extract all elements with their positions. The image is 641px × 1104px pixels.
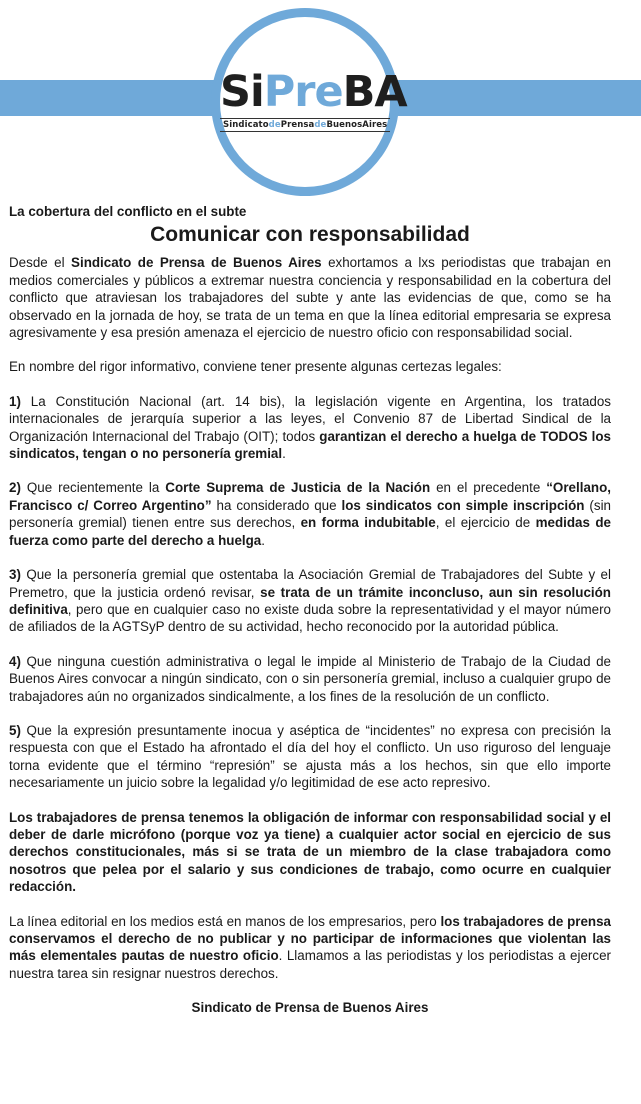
bold-paragraph: Los trabajadores de prensa tenemos la obligación de informar con responsabilidad social y el deber de darle micrófono (porque voz ya tiene) a cualquier actor social en ejercicio de sus derechos constitucionales, más si se trata de un miembro de la clase trabajadora como nosotros que pelea por el salario y sus condiciones de trabajo, como ocurre en cualquier redacción. bbox=[9, 809, 611, 895]
headline: Comunicar con responsabilidad bbox=[150, 223, 470, 247]
intro-paragraph: Desde el Sindicato de Prensa de Buenos Aires exhortamos a lxs periodistas que trabajan en medios comerciales y públicos a extremar nuestra conciencia y responsabilidad en la cobertura del conflicto que atraviesan los trabajadores del subte y ante las evidencias de que, como se ha observado en la jornada de hoy, se trata de un tema en que la línea editorial empresaria se expresa agresivamente y esa presión amenaza el ejercicio de nuestro oficio con responsabilidad social. bbox=[9, 255, 611, 341]
logo bbox=[220, 17, 407, 187]
point-1: 1) La Constitución Nacional (art. 14 bis), la legislación vigente en Argentina, los tratados internacionales de jerarquía superior a las leyes, el Convenio 87 de Libertad Sindical de la Organización Internacional del Trabajo (OIT); todos garantizan el derecho a huelga de TODOS los sindicatos, tengan o no personería gremial. bbox=[9, 393, 611, 462]
point-4: 4) Que ninguna cuestión administrativa o legal le impide al Ministerio de Trabajo de la Ciudad de Buenos Aires convocar a ningún sindicato, con o sin personería gremial, incluso a cualquier grupo de trabajadores aún no organizados sindicalmente, a los fines de la resolución de un conflicto. bbox=[9, 653, 611, 704]
logo-wordmark: SiPreBA bbox=[220, 67, 407, 117]
point-3: 3) Que la personería gremial que ostentaba la Asociación Gremial de Trabajadores del Subte y el Premetro, que la justicia ordenó revisar, se trata de un trámite inconcluso, aun sin resolución definitiva, pero que en cualquier caso no existe duda sobre la representatividad y el mayor número de afiliados de la AGTSyP dentro de su actividad, hecho reconocido por la autoridad pública. bbox=[9, 567, 611, 635]
point-5: 5) Que la expresión presuntamente inocua y aséptica de “incidentes” no expresa con precisión la respuesta con que el Estado ha afrontado el día del hoy el conflicto. Un uso riguroso del lenguaje torna evidente que el término “represión” se ajusta más a los hechos, sin que ello importe necesariamente un juicio sobre la legalidad y/o legitimidad de ese acto represivo. bbox=[9, 722, 611, 791]
lead-paragraph: En nombre del rigor informativo, conviene tener presente algunas certezas legales: bbox=[9, 359, 502, 375]
signature: Sindicato de Prensa de Buenos Aires bbox=[191, 1000, 429, 1016]
article-body bbox=[9, 203, 611, 1017]
logo-subtitle: SindicatodePrensadeBuenosAires bbox=[220, 118, 390, 132]
point-2: 2) Que recientemente la Corte Suprema de Justicia de la Nación en el precedente “Orellano, Francisco c/ Correo Argentino” ha considerado que los sindicatos con simple inscripción (sin personería gremial) tienen entre sus derechos, en forma indubitable, el ejercicio de medidas de fuerza como parte del derecho a huelga. bbox=[9, 480, 611, 548]
kicker: La cobertura del conflicto en el subte bbox=[9, 204, 247, 219]
closing-paragraph: La línea editorial en los medios está en manos de los empresarios, pero los trabajadores de prensa conservamos el derecho de no publicar y no participar de informaciones que violentan las más elementales pautas de nuestro oficio. Llamamos a las periodistas y los periodistas a ejercer nuestra tarea sin resignar nuestros derechos. bbox=[9, 913, 611, 981]
